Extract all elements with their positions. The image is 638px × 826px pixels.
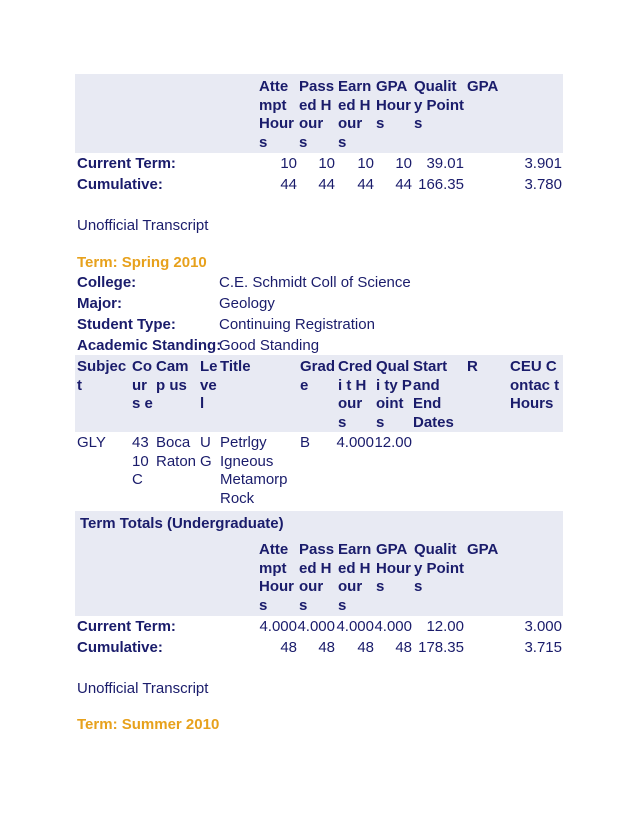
course-number: 43 10 C bbox=[132, 434, 149, 488]
term-totals-label: Term Totals (Undergraduate) bbox=[80, 515, 284, 532]
current-gpa: 3.901 bbox=[524, 155, 562, 172]
course-col-campus: Camp us bbox=[156, 358, 189, 394]
totals2-cumulative-quality-points: 178.35 bbox=[418, 639, 464, 656]
totals2-header-gpa-hours: GPA Hour s bbox=[376, 541, 411, 595]
current-gpa-hours: 10 bbox=[395, 155, 412, 172]
course-quality-points: 12.00 bbox=[374, 434, 412, 451]
totals2-header-attempt-hours: Atte mpt Hour s bbox=[259, 541, 294, 614]
current-passed-hours: 10 bbox=[318, 155, 335, 172]
cumulative-attempt-hours: 44 bbox=[280, 176, 297, 193]
col-header-gpa: GPA bbox=[467, 78, 499, 95]
college-value: C.E. Schmidt Coll of Science bbox=[219, 274, 411, 291]
totals2-current-attempt-hours: 4.000 bbox=[259, 618, 297, 635]
current-earned-hours: 10 bbox=[357, 155, 374, 172]
term-heading-summer: Term: Summer 2010 bbox=[77, 716, 220, 733]
current-attempt-hours: 10 bbox=[280, 155, 297, 172]
totals2-header-quality-points: Quality Points bbox=[414, 541, 465, 595]
course-col-subject: Subject bbox=[77, 358, 127, 394]
course-subject: GLY bbox=[77, 434, 106, 451]
totals2-header-earned-hours: Earn ed Hour s bbox=[338, 541, 372, 614]
totals2-header-passed-hours: Pass ed Hour s bbox=[299, 541, 335, 614]
col-header-earned-hours: Earn ed Hour s bbox=[338, 78, 372, 151]
course-credit-hours: 4.000 bbox=[336, 434, 374, 451]
course-col-start-end-dates: Start and End Dates bbox=[413, 358, 454, 431]
col-header-passed-hours: Pass ed Hour s bbox=[299, 78, 335, 151]
totals2-current-gpa: 3.000 bbox=[524, 618, 562, 635]
course-col-credit-hours: Credi t Hour s bbox=[338, 358, 373, 431]
totals2-current-earned-hours: 4.000 bbox=[336, 618, 374, 635]
unofficial-transcript-heading-2: Unofficial Transcript bbox=[77, 680, 209, 697]
course-campus: Boca Raton bbox=[156, 434, 197, 470]
cumulative-earned-hours: 44 bbox=[357, 176, 374, 193]
totals2-current-passed-hours: 4.000 bbox=[297, 618, 335, 635]
academic-standing-value: Good Standing bbox=[219, 337, 320, 354]
course-col-course: Co urs e bbox=[132, 358, 153, 412]
college-label: College: bbox=[77, 274, 137, 291]
totals2-cumulative-gpa: 3.715 bbox=[524, 639, 562, 656]
totals2-cumulative-gpa-hours: 48 bbox=[395, 639, 412, 656]
totals2-cumulative-passed-hours: 48 bbox=[318, 639, 335, 656]
totals2-header-gpa: GPA bbox=[467, 541, 499, 558]
academic-standing-label: Academic Standing: bbox=[77, 337, 222, 354]
totals2-cumulative-attempt-hours: 48 bbox=[280, 639, 297, 656]
course-level: U G bbox=[200, 434, 212, 470]
col-header-quality-points: Quality Points bbox=[414, 78, 465, 132]
cumulative-quality-points: 166.35 bbox=[418, 176, 464, 193]
course-title: Petrlgy Igneous Metamorp Rock bbox=[220, 434, 288, 507]
course-col-grade: Grad e bbox=[300, 358, 336, 394]
course-col-quality-points: Quali ty Point s bbox=[376, 358, 412, 431]
student-type-value: Continuing Registration bbox=[219, 316, 375, 333]
col-header-gpa-hours: GPA Hour s bbox=[376, 78, 411, 132]
course-col-ceu-contact-hours: CEU Contac t Hours bbox=[510, 358, 560, 412]
student-type-label: Student Type: bbox=[77, 316, 176, 333]
major-label: Major: bbox=[77, 295, 122, 312]
totals2-cumulative-label: Cumulative: bbox=[77, 639, 163, 656]
unofficial-transcript-heading: Unofficial Transcript bbox=[77, 217, 209, 234]
totals2-current-gpa-hours: 4.000 bbox=[374, 618, 412, 635]
totals2-current-label: Current Term: bbox=[77, 618, 176, 635]
current-term-label: Current Term: bbox=[77, 155, 176, 172]
course-col-title: Title bbox=[220, 358, 251, 375]
major-value: Geology bbox=[219, 295, 275, 312]
col-header-attempt-hours: Atte mpt Hour s bbox=[259, 78, 294, 151]
totals2-current-quality-points: 12.00 bbox=[426, 618, 464, 635]
cumulative-label: Cumulative: bbox=[77, 176, 163, 193]
course-col-r: R bbox=[467, 358, 478, 375]
course-grade: B bbox=[300, 434, 311, 451]
cumulative-passed-hours: 44 bbox=[318, 176, 335, 193]
totals2-cumulative-earned-hours: 48 bbox=[357, 639, 374, 656]
course-col-level: Le ve l bbox=[200, 358, 218, 412]
cumulative-gpa: 3.780 bbox=[524, 176, 562, 193]
current-quality-points: 39.01 bbox=[426, 155, 464, 172]
term-heading-spring: Term: Spring 2010 bbox=[77, 254, 207, 271]
cumulative-gpa-hours: 44 bbox=[395, 176, 412, 193]
